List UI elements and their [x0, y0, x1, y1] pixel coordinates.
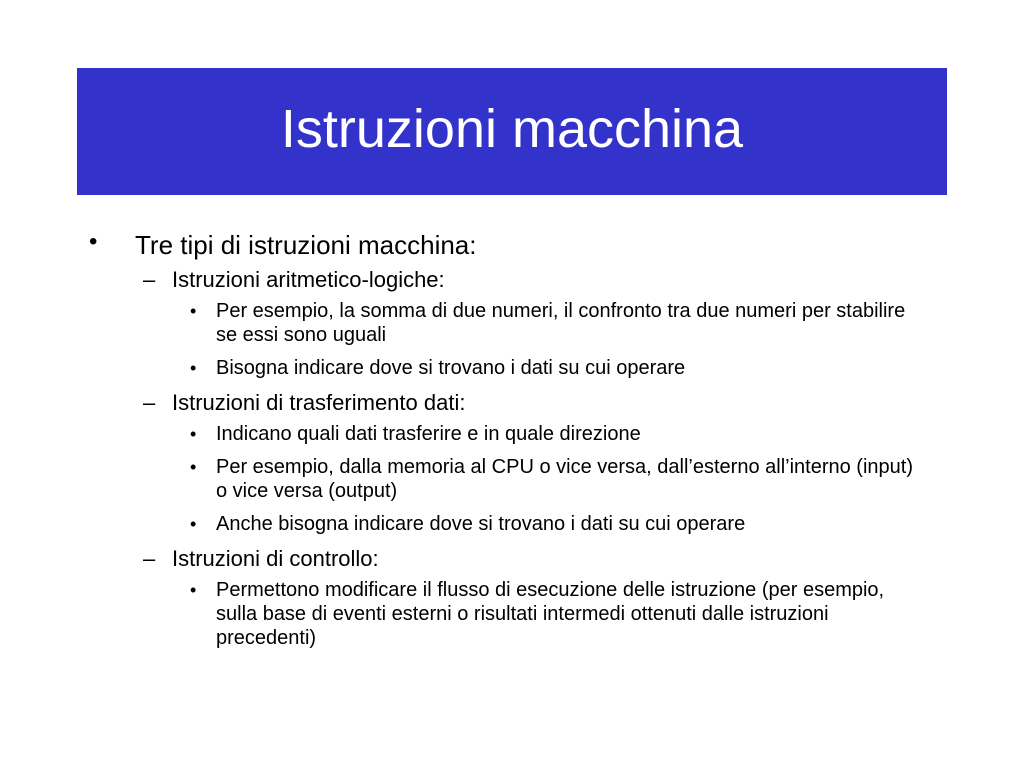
dash-marker: – — [143, 390, 156, 415]
section-heading-transfer — [0, 389, 1024, 420]
list-item-text: Anche bisogna indicare dove si trovano i dati su cui operare — [216, 513, 746, 535]
section-heading-text: Istruzioni di trasferimento dati: — [172, 390, 466, 415]
list-item-text: Per esempio, dalla memoria al CPU o vice versa, dall’esterno all’interno (input) o vice versa (output) — [216, 456, 913, 502]
title-bar — [77, 68, 947, 195]
bullet-marker: • — [190, 358, 197, 378]
list-item-text: Indicano quali dati trasferire e in quale direzione — [216, 423, 641, 445]
list-item — [0, 578, 1024, 650]
section-heading-control — [0, 545, 1024, 576]
list-item — [0, 422, 1024, 446]
section-heading-arithmetic — [0, 266, 1024, 297]
bullet-marker: • — [190, 301, 197, 321]
list-item-text: Bisogna indicare dove si trovano i dati su cui operare — [216, 357, 686, 379]
bullet-marker: • — [190, 580, 197, 600]
list-item — [0, 512, 1024, 536]
bullet-marker: • — [190, 424, 197, 444]
slide-title: Istruzioni macchina — [280, 98, 744, 159]
list-item — [0, 299, 1024, 347]
list-item-text: Per esempio, la somma di due numeri, il confronto tra due numeri per stabilire se essi sono uguali — [216, 300, 906, 346]
list-item — [0, 455, 1024, 503]
section-heading-text: Istruzioni di controllo: — [172, 546, 379, 571]
bullet-main — [0, 226, 1024, 266]
dash-marker: – — [143, 267, 156, 292]
section-heading-text: Istruzioni aritmetico-logiche: — [172, 267, 445, 292]
list-item — [0, 356, 1024, 380]
bullet-marker: • — [89, 228, 98, 255]
list-item-text: Permettono modificare il flusso di esecuzione delle istruzione (per esempio, sulla base di eventi esterni o risultati intermedi ottenuti dalle istruzioni precedenti) — [216, 579, 885, 649]
bullet-main-text: Tre tipi di istruzioni macchina: — [135, 230, 477, 260]
bullet-marker: • — [190, 457, 197, 477]
dash-marker: – — [143, 546, 156, 571]
slide-content — [0, 226, 1024, 659]
bullet-marker: • — [190, 514, 197, 534]
